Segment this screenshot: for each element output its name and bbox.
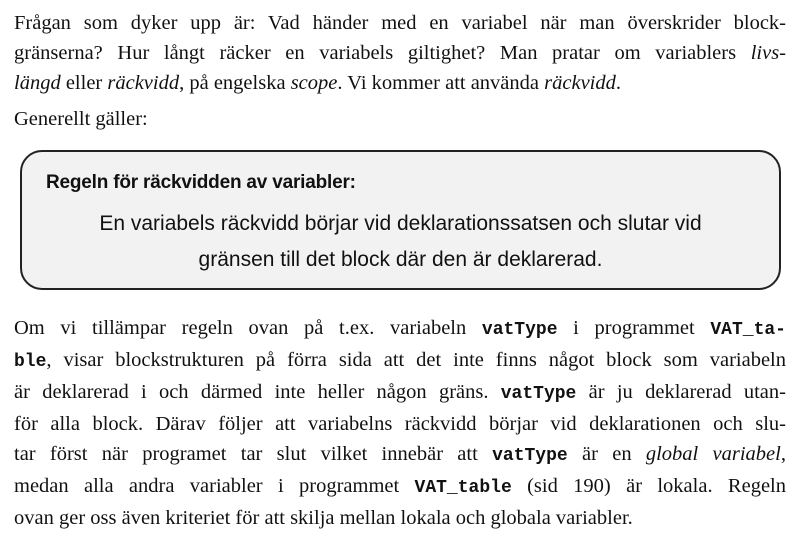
text-line [14,38,786,68]
text-span: tar först när programet tar slut vilket innebär att [14,443,493,465]
code-identifier: ble [14,352,47,372]
code-identifier: VAT_table [414,478,512,498]
italic-term: livs- [750,42,786,64]
text-line: Frågan som dyker upp är: Vad händer med en variabel när man överskrider block- [14,12,786,34]
text-span: (sid 190) är lokala. Regeln [511,475,786,497]
text-span: gränserna? Hur långt räcker en variabels giltighet? Man pratar om variablers [14,42,751,64]
text-span: , visar blockstrukturen på förra sida att det inte finns något block som variabeln [46,349,786,371]
text-line [14,345,786,377]
italic-term: räckvidd [544,72,616,94]
text-line [14,377,786,409]
text-span: , på engelska [179,72,291,94]
text-line [14,439,786,471]
text-span: Om vi tillämpar regeln ovan på t.ex. variabeln [14,317,482,339]
text-span: . [615,72,621,94]
italic-term: scope [290,72,338,94]
text-span: eller [60,72,108,94]
italic-term: räckvidd [107,72,180,94]
italic-term: längd [14,72,61,94]
rule-text [22,206,779,278]
text-line [14,471,786,503]
rule-line: gränsen till det block där den är deklarerad. [198,248,603,271]
text-span: medan alla andra variabler i programmet [14,475,415,497]
general-rule-intro: Generellt gäller: [14,108,148,130]
italic-term: global variabel [645,443,781,465]
code-identifier: vatType [492,446,568,466]
text-line [14,68,786,98]
code-identifier: vatType [500,384,577,404]
text-span: , [780,443,786,465]
text-line [14,313,786,345]
code-identifier: vatType [481,320,558,340]
text-span: i programmet [557,317,711,339]
code-identifier: VAT_ta- [710,320,786,340]
rule-line: En variabels räckvidd börjar vid deklarationssatsen och slutar vid [99,212,702,235]
example-paragraph [14,313,786,533]
rule-title: Regeln för räckvidden av variabler: [46,172,356,193]
text-span: är ju deklarerad utan- [576,381,786,403]
rule-box [20,150,781,290]
text-span: . Vi kommer att använda [337,72,545,94]
intro-paragraph [14,8,786,98]
text-line: för alla block. Därav följer att variabelns räckvidd börjar vid deklarationen och slu- [14,413,786,435]
text-span: är deklarerad i och därmed inte heller någon gräns. [14,381,501,403]
text-line: ovan ger oss även kriteriet för att skilja mellan lokala och globala variabler. [14,507,633,529]
text-span: är en [567,443,646,465]
